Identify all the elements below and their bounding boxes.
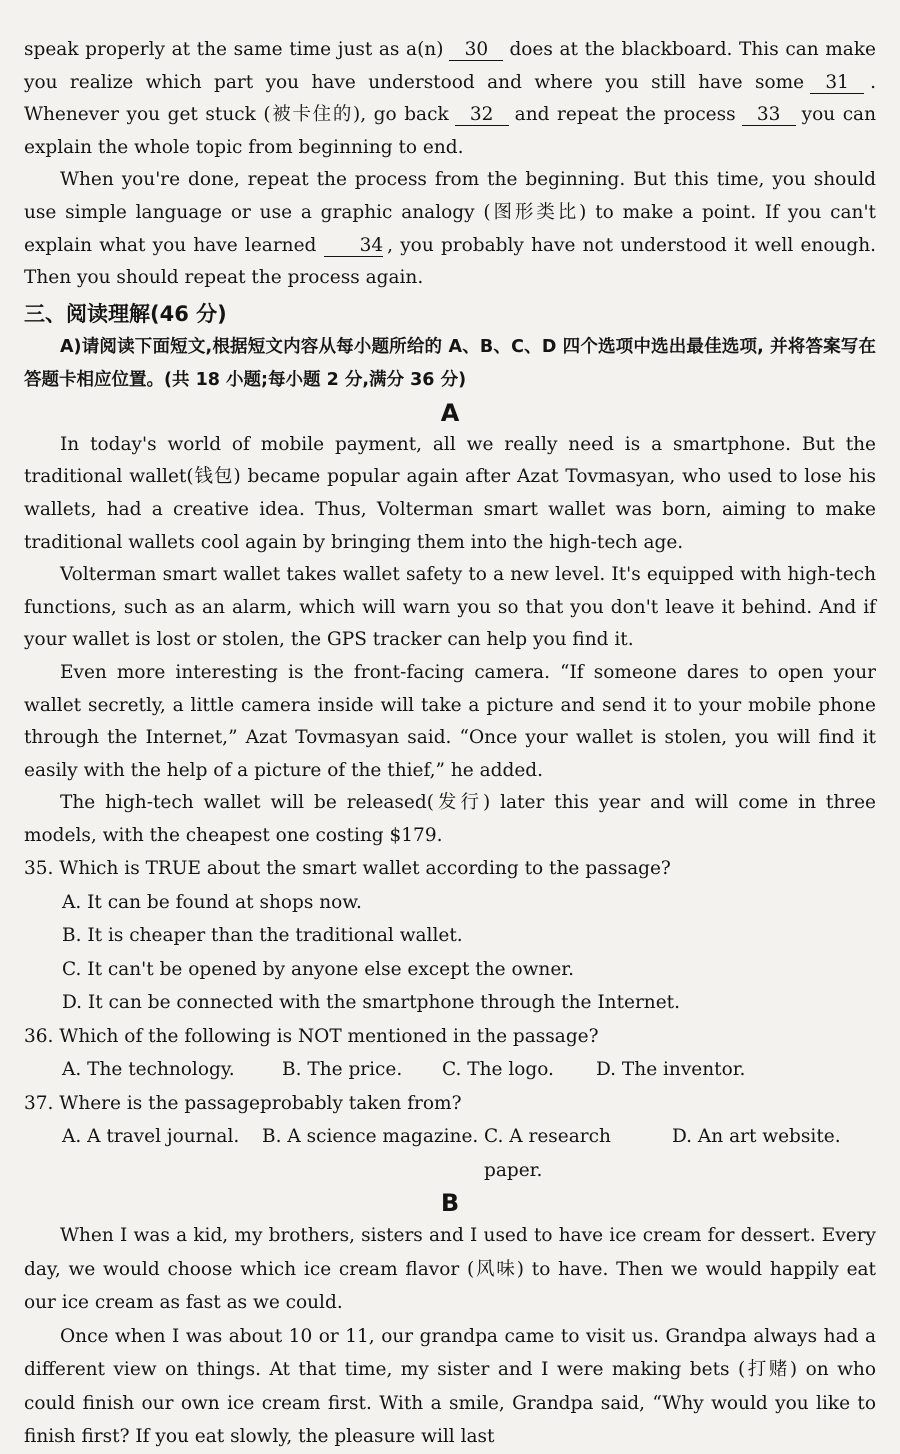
intro-paragraph-2: [24, 164, 876, 294]
blank-32: 32: [455, 105, 509, 126]
passage-a-paragraph-1: In today's world of mobile payment, all we really need is a smartphone. But the traditional wallet(钱包) became popular again after Azat Tovmasyan, who used to lose his wallets, had a creative idea. Thus, Volterman smart wallet was born, aiming to make traditional wallets cool again by bringing them into the high-tech age.: [24, 433, 876, 553]
passage-b-paragraph-1: When I was a kid, my brothers, sisters and I used to have ice cream for dessert. Every day, we would choose which ice cream flavor (风味) to have. Then we would happily eat our ice cream as fast as we could.: [24, 1225, 876, 1314]
text-run: and repeat the process: [514, 104, 736, 126]
section-heading: 三、阅读理解(46 分): [24, 301, 227, 326]
blank-30: 30: [449, 40, 503, 61]
question-35-option-d: D. It can be connected with the smartphone through the Internet.: [62, 992, 680, 1014]
passage-a-title: A: [440, 398, 460, 427]
question-36-options: [24, 1053, 876, 1087]
blank-34: 34: [324, 236, 384, 257]
question-35-option-c: C. It can't be opened by anyone else except the owner.: [62, 958, 574, 980]
text-run: you can explain the whole topic from beginning to end.: [24, 104, 876, 158]
passage-a-paragraph-3: Even more interesting is the front-facing camera. “If someone dares to open your wallet secretly, a little camera inside will take a picture and send it to your mobile phone through the Internet,” Azat Tovmasyan said. “Once your wallet is stolen, you will find it easily with the help of a picture of the thief,” he added.: [24, 661, 876, 781]
question-36-option-a: A. The technology.: [62, 1059, 235, 1081]
question-36-option-c: C. The logo.: [442, 1059, 554, 1081]
text-run: does at the blackboard. This can make you realize which part you have understood and where you still have some: [24, 39, 876, 93]
intro-paragraph-1: [24, 34, 876, 164]
question-37: 37. Where is the passageprobably taken from?: [24, 1092, 462, 1114]
question-37-option-c: C. A research paper.: [484, 1126, 611, 1181]
text-run: speak properly at the same time just as a(n): [24, 39, 444, 60]
text-run: . Whenever you get stuck (被卡住的), go back: [24, 71, 876, 126]
question-37-option-b: B. A science magazine.: [262, 1126, 479, 1148]
blank-33: 33: [742, 105, 796, 126]
passage-a-paragraph-2: Volterman smart wallet takes wallet safety to a new level. It's equipped with high-tech functions, such as an alarm, which will warn you so that you don't leave it behind. And if your wallet is lost or stolen, the GPS tracker can help you find it.: [24, 564, 876, 651]
passage-b-title: B: [440, 1189, 460, 1218]
passage-b-paragraph-2: Once when I was about 10 or 11, our grandpa came to visit us. Grandpa always had a different view on things. At that time, my sister and I were making bets (打赌) on who could finish our own ice cream first. With a smile, Grandpa said, “Why would you like to finish first? If you eat slowly, the pleasure will last: [24, 1325, 876, 1448]
passage-a-paragraph-4: The high-tech wallet will be released(发行) later this year and will come in three models, with the cheapest one costing $179.: [24, 792, 876, 846]
passage-b: [24, 1219, 876, 1454]
question-36-option-b: B. The price.: [282, 1059, 403, 1081]
question-37-options: [24, 1120, 876, 1187]
question-35-option-b: B. It is cheaper than the traditional wallet.: [62, 925, 463, 947]
question-35: 35. Which is TRUE about the smart wallet according to the passage?: [24, 858, 671, 880]
question-36: 36. Which of the following is NOT mentioned in the passage?: [24, 1025, 599, 1047]
text-run: When you're done, repeat the process from the beginning. But this time, you should use simple language or use a graphic analogy (图形类比) to make a point. If you can't explain what you have learned: [24, 169, 876, 256]
section-instruction: A)请阅读下面短文,根据短文内容从每小题所给的 A、B、C、D 四个选项中选出最佳选项, 并将答案写在答题卡相应位置。(共 18 小题;每小题 2 分,满分 36 分): [24, 336, 876, 390]
question-36-option-d: D. The inventor.: [596, 1059, 746, 1081]
question-37-option-d: D. An art website.: [672, 1126, 841, 1148]
blank-31: 31: [810, 73, 864, 94]
text-run: , you probably have not understood it well enough. Then you should repeat the process again.: [24, 234, 877, 289]
question-35-option-a: A. It can be found at shops now.: [62, 891, 362, 913]
question-37-option-a: A. A travel journal.: [62, 1126, 240, 1148]
